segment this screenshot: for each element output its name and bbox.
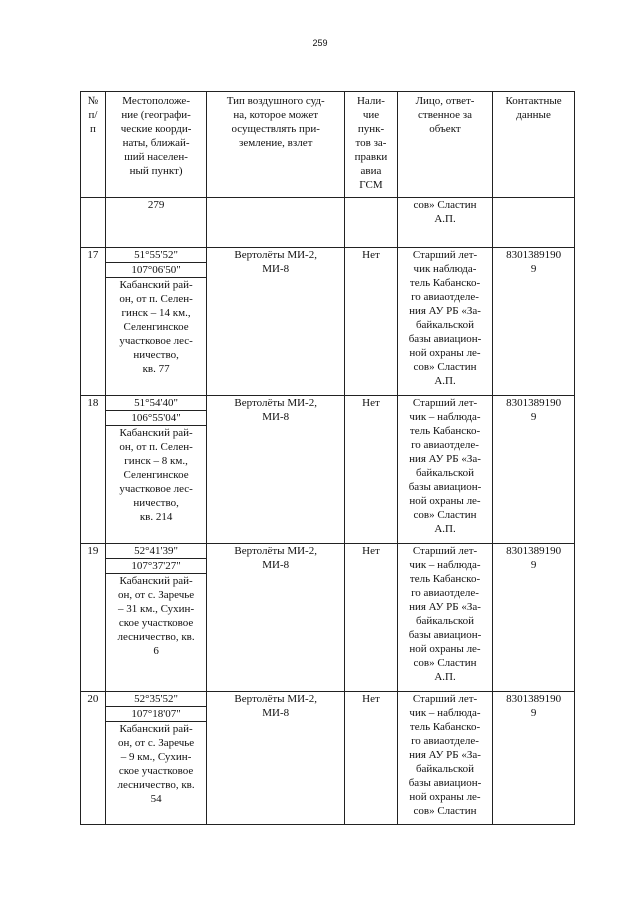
- cell-location: [105, 396, 206, 544]
- header-person: Лицо, ответ- ственное за объект: [397, 92, 492, 198]
- cell-num: 19: [81, 544, 106, 692]
- table-row: [81, 248, 575, 396]
- latitude: 51°55'52": [106, 248, 206, 263]
- table-row: [81, 544, 575, 692]
- cell-contacts: 8301389190 9: [493, 692, 575, 825]
- cell-location: [105, 248, 206, 396]
- cell-location: [105, 692, 206, 825]
- cell-person: Старший лет- чик – наблюда- тель Кабанско- го авиаотделе- ния АУ РБ «За- байкальской базы авиацион- ной охраны ле- сов» Сластин А.П.: [397, 396, 492, 544]
- latitude: 52°35'52": [106, 692, 206, 707]
- longitude: 107°18'07": [106, 707, 206, 722]
- cell-contacts: 8301389190 9: [493, 544, 575, 692]
- cell-contacts: 8301389190 9: [493, 248, 575, 396]
- cell-location-continuation: 279: [105, 198, 206, 248]
- cell-person: Старший лет- чик – наблюда- тель Кабанско- го авиаотделе- ния АУ РБ «За- байкальской базы авиацион- ной охраны ле- сов» Сластин А.П.: [397, 544, 492, 692]
- cell-fuel: [345, 198, 398, 248]
- cell-aircraft: [207, 198, 345, 248]
- cell-num: 18: [81, 396, 106, 544]
- cell-aircraft: Вертолёты МИ-2, МИ-8: [207, 396, 345, 544]
- table-row: [81, 692, 575, 825]
- header-aircraft: Тип воздушного суд- на, которое может осуществлять при- земление, взлет: [207, 92, 345, 198]
- table-row-continuation: [81, 198, 575, 248]
- cell-aircraft: Вертолёты МИ-2, МИ-8: [207, 692, 345, 825]
- table-row: [81, 396, 575, 544]
- cell-aircraft: Вертолёты МИ-2, МИ-8: [207, 544, 345, 692]
- longitude: 106°55'04": [106, 411, 206, 426]
- cell-location: [105, 544, 206, 692]
- cell-num: [81, 198, 106, 248]
- latitude: 51°54'40": [106, 396, 206, 411]
- header-fuel: Нали- чие пунк- тов за- правки авиа ГСМ: [345, 92, 398, 198]
- cell-fuel: Нет: [345, 692, 398, 825]
- cell-fuel: Нет: [345, 396, 398, 544]
- cell-contacts: 8301389190 9: [493, 396, 575, 544]
- header-num: № п/ п: [81, 92, 106, 198]
- longitude: 107°06'50": [106, 263, 206, 278]
- latitude: 52°41'39": [106, 544, 206, 559]
- cell-num: 20: [81, 692, 106, 825]
- cell-num: 17: [81, 248, 106, 396]
- cell-fuel: Нет: [345, 248, 398, 396]
- cell-aircraft: Вертолёты МИ-2, МИ-8: [207, 248, 345, 396]
- cell-fuel: Нет: [345, 544, 398, 692]
- table-header-row: [81, 92, 575, 198]
- place-description: Кабанский рай- он, от п. Селен- гинск – 8 км., Селенгинское участковое лес- ничество, кв. 214: [119, 427, 193, 523]
- cell-person: Старший лет- чик – наблюда- тель Кабанско- го авиаотделе- ния АУ РБ «За- байкальской базы авиацион- ной охраны ле- сов» Сластин: [397, 692, 492, 825]
- landing-sites-table: [80, 91, 575, 825]
- page-number: 259: [312, 38, 328, 48]
- place-description: Кабанский рай- он, от п. Селен- гинск – 14 км., Селенгинское участковое лес- ничество, кв. 77: [119, 279, 193, 375]
- place-description: Кабанский рай- он, от с. Заречье – 9 км., Сухин- ское участковое лесничество, кв. 54: [117, 723, 195, 805]
- longitude: 107°37'27": [106, 559, 206, 574]
- header-contacts: Контактные данные: [493, 92, 575, 198]
- cell-contacts: [493, 198, 575, 248]
- cell-person: Старший лет- чик наблюда- тель Кабанско- го авиаотделе- ния АУ РБ «За- байкальской базы авиацион- ной охраны ле- сов» Сластин А.П.: [397, 248, 492, 396]
- header-location: Местоположе- ние (географи- ческие коорди- наты, ближай- ший населен- ный пункт): [105, 92, 206, 198]
- place-description: Кабанский рай- он, от с. Заречье – 31 км., Сухин- ское участковое лесничество, кв. 6: [117, 575, 195, 657]
- cell-person-continuation: сов» Сластин А.П.: [397, 198, 492, 248]
